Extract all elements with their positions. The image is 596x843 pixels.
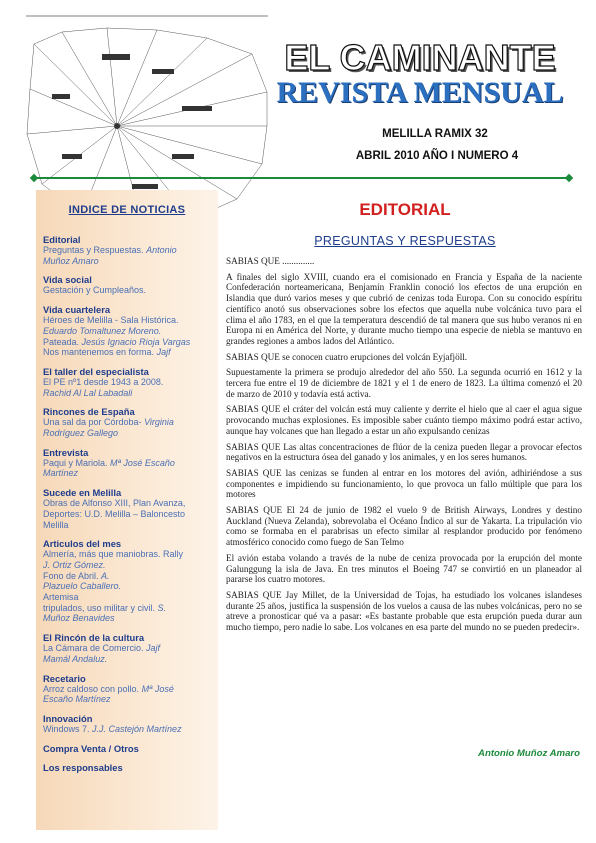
index-entry[interactable] [43,581,215,592]
index-section-heading[interactable]: Sucede en Melilla [43,487,122,499]
index-entry-text: Almería, más que maniobras. Rally [43,549,184,560]
index-entry-text: Pateada. [43,336,82,347]
index-entry-author: Muñoz Benavides [43,613,115,624]
index-entry-text: Fono de Abril. [43,570,102,581]
index-section-heading[interactable]: Los responsables [43,761,123,773]
index-entry-author: A. [101,570,110,581]
editorial-paragraph: SABIAS QUE .............. [226,256,315,266]
editorial-paragraph: SABIAS QUE el cráter del volcán está muy caliente y derrite el hielo que al caer el agua sigue provocando muchas explosiones. Es imposible saber cuánto tiempo máximo podrá estar activo, aunque hay volcanes que han llegado a estar un año expulsando cenizas [226,404,582,436]
index-section-heading[interactable]: Vida cuartelera [43,304,111,316]
index-entry[interactable] [43,388,215,399]
index-section-heading[interactable]: Vida social [43,274,92,286]
editorial-paragraph: SABIAS QUE Jay Millet, de la Universidad de Tojas, ha estudiado los volcanes islandeses durante 25 años, justifica la suspensión de los vuelos a causa de las nubes volcánicas, pero no se atreve a pronosticar qué va a pasar: «Es bastante probable que esta erupción pueda durar aun mucho tiempo, pero nadie lo sabe. Los volcanes en esa parte del mundo no se pueden predecir». [226,589,582,633]
editorial-article [226,256,582,638]
index-entry-author: Rachid Al Lal Labadali [43,387,133,398]
news-index-title: INDICE DE NOTICIAS [68,204,186,216]
index-entry[interactable] [43,245,215,256]
index-entry-author: Antonio [146,245,177,255]
index-entry[interactable] [43,724,215,735]
index-entry-text: Héroes de Melilla - Sala Histórica. [43,315,179,326]
index-entry[interactable] [43,509,215,520]
index-section [43,366,215,398]
index-entry[interactable] [43,643,215,654]
index-entry-text: Melilla [43,519,69,530]
index-entry-text: Gestación y Cumpleaños. [43,285,147,296]
index-entry[interactable] [43,684,215,695]
index-entry[interactable] [43,549,215,560]
index-entry-author: S. [157,602,167,613]
index-entry-author: Virginia [144,417,174,428]
index-entry[interactable] [43,571,215,582]
index-entry-author: J. Ortiz Gómez. [43,559,106,570]
index-entry-text: tripulados, uso militar y civil. [43,602,158,613]
editorial-title: EDITORIAL [359,200,451,219]
index-section-heading[interactable]: Articulos del mes [43,538,122,550]
index-entry[interactable] [43,654,215,665]
news-index-sidebar [36,190,218,830]
editorial-paragraph: SABIAS QUE se conocen cuatro erupciones del volcán Eyjafjöll. [226,351,468,362]
index-entry-author: Martínez [43,468,79,479]
index-entry-text: Una sal da por Córdoba- [43,417,145,428]
index-entry[interactable] [43,285,215,296]
editorial-author: Antonio Muñoz Amaro [478,748,580,759]
index-entry-text: Windows 7. [43,723,93,734]
editorial-paragraph: El avión estaba volando a través de la nube de ceniza provocada por la erupción del monte Galunggung la isla de Java. En tres minutos el Boeing 747 se convirtió en un planeador al pararse los cuatro motores. [226,552,582,585]
index-entry-author: Mª José [141,683,174,694]
index-entry-author: Rodríguez Gallego [43,428,119,439]
editorial-subtitle: PREGUNTAS Y RESPUESTAS [314,234,496,248]
index-section [43,406,215,438]
index-section-heading[interactable]: Innovación [43,712,93,724]
index-entry[interactable] [43,694,215,705]
index-entry-text: El PE nº1 desde 1943 a 2008. [43,376,164,387]
index-entry[interactable] [43,498,215,509]
index-section [43,743,215,754]
index-entry[interactable] [43,315,215,326]
index-section-heading[interactable]: El taller del especialista [43,365,149,377]
index-entry-text: Preguntas y Respuestas. [43,245,147,255]
editorial-paragraph: A finales del siglo XVIII, cuando era el comisionado en Francia y España de la naciente Confederación norteamericana, Benjamín Franklin conoció los efectos de una erupción en Islandia que duró varios meses y que cubrió de cenizas toda Europa. Con su conocido espíritu científico anotó sus observaciones sobre los efectos que aquella nube volcánica tuvo para el clima el año 1783, en el que la temperatura descendió de tal manera que sus hubo veranos ni en Europa ni en América del Norte, y durante mucho tiempo una especie de niebla se mantuvo en grandes regiones a ambos lados del Atlántico. [226,271,582,346]
index-entry-text: Artemisa [43,592,79,603]
index-entry-author: Jajf [146,643,161,654]
index-section [43,304,215,358]
index-entry[interactable] [43,377,215,388]
index-entry[interactable] [43,417,215,428]
index-section [43,538,215,624]
index-section-heading[interactable]: Editorial [43,234,81,245]
index-entry[interactable] [43,458,215,469]
index-section [43,762,215,773]
news-index-list [43,234,215,781]
editorial-paragraph: SABIAS QUE El 24 de junio de 1982 el vuelo 9 de British Airways, Londres y destino Auckland (Nueva Zelanda), sobrevolaba el Océano Índico al sur de Yakarta. La tripulación vio como se formaba en el parabrisas un efecto similar al resplandor producido por fenómeno atmosférico conocido como fuego de San Telmo [226,505,582,548]
index-section [43,447,215,479]
index-entry[interactable] [43,603,215,614]
index-entry-author: Jesús Ignacio Rioja Vargas [81,336,191,347]
index-section-heading[interactable]: Entrevista [43,446,89,458]
editorial-paragraph: SABIAS QUE Las altas concentraciones de flúor de la ceniza pueden llegar a provocar efectos negativos en la estructura ósea del ganado y los animales, y en los seres humanos. [226,441,582,463]
index-entry-author: Muñoz Amaro [43,255,99,266]
index-entry-text: Arroz caldoso con pollo. [43,683,142,694]
divider-right-diamond [565,174,573,182]
index-entry-author: Jajf [156,347,171,358]
editorial-paragraph: Supuestamente la primera se produjo alrededor del año 550. La segunda ocurrió en 1612 y la tercera fue entre el 19 de diciembre de 1821 y el 1 de enero de 1823. La última comenzó el 20 de marzo de 2010 y todavía está activa. [226,367,582,399]
index-entry-author: Mª José Escaño [110,457,175,468]
index-entry-author: Escaño Martínez [43,694,111,705]
index-section-heading[interactable]: Compra Venta / Otros [43,742,139,754]
index-entry-author: J.J. Castejón Martínez [92,723,182,734]
magazine-subtitle: REVISTA MENSUAL [276,76,564,109]
index-entry[interactable] [43,613,215,624]
index-entry[interactable] [43,337,215,348]
index-entry-text: Deportes: U.D. Melilla – Baloncesto [43,508,186,519]
index-entry-text: Nos mantenemos en forma. [43,347,157,358]
magazine-title: EL CAMINANTE [284,37,556,78]
index-section-heading[interactable]: Rincones de España [43,406,135,418]
issue-location: MELILLA RAMIX 32 [382,128,488,140]
index-entry[interactable] [43,560,215,571]
index-entry-author: Mamál Andaluz. [43,653,108,664]
index-entry[interactable] [43,592,215,603]
index-section [43,632,215,664]
index-entry-text: La Cámara de Comercio. [43,643,147,654]
index-entry[interactable] [43,520,215,531]
index-section [43,234,215,266]
index-entry[interactable] [43,428,215,439]
index-entry-text: Paqui y Mariola. [43,457,111,468]
index-entry[interactable] [43,326,215,337]
header-divider [34,177,569,179]
index-section [43,487,215,530]
editorial-paragraph: SABIAS QUE las cenizas se funden al entrar en los motores del avión, adhiriéndose a sus componentes e impidiendo su funcionamiento, lo que provoca un fallo múltiple que para los motores [226,467,582,500]
index-section-heading[interactable]: El Rincón de la cultura [43,632,145,644]
index-entry[interactable] [43,347,215,358]
index-section [43,713,215,735]
index-section [43,673,215,705]
index-section [43,274,215,296]
index-section-heading[interactable]: Recetario [43,672,86,684]
index-entry-author: Plazuelo Caballero. [43,581,122,592]
index-entry[interactable] [43,468,215,479]
index-entry-author: Eduardo Tomaltunez Moreno. [43,325,162,336]
issue-date: ABRIL 2010 AÑO I NUMERO 4 [355,150,519,162]
index-entry[interactable] [43,256,215,267]
index-entry-text: Obras de Alfonso XIII, Plan Avanza, [43,498,186,509]
